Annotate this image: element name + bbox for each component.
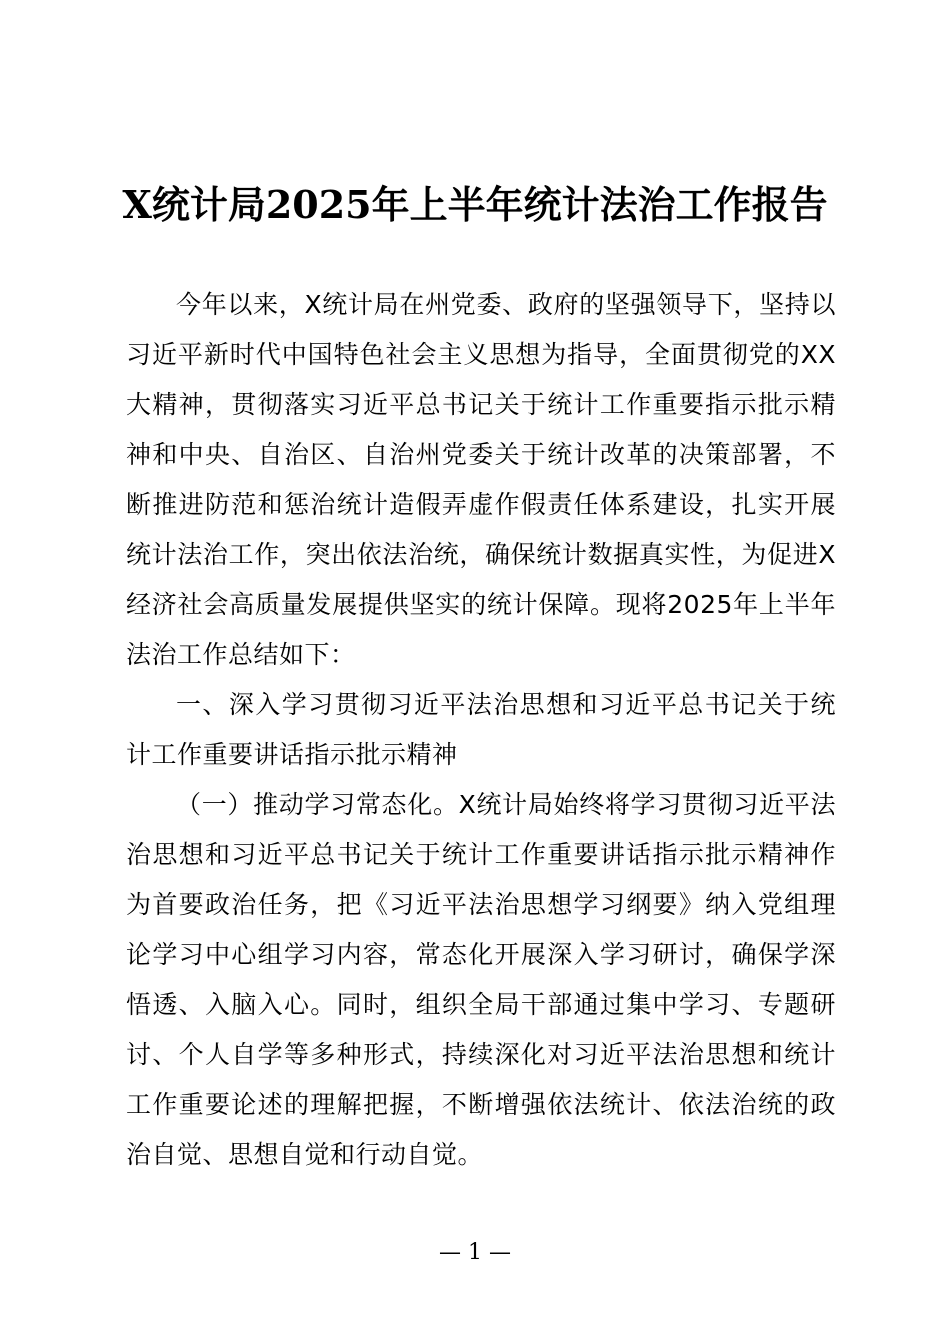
document-title: X统计局2025年上半年统计法治工作报告 <box>122 182 828 227</box>
page-number: — 1 — <box>439 1240 511 1265</box>
paragraph-subsection-1: （一）推动学习常态化。X统计局始终将学习贯彻习近平法治思想和习近平总书记关于统计工作重要讲话指示批示精神作为首要政治任务，把《习近平法治思想学习纲要》纳入党组理论学习中心组学习内容，常态化开展深入学习研讨，确保学深悟透、入脑入心。同时，组织全局干部通过集中学习、专题研讨、个人自学等多种形式，持续深化对习近平法治思想和统计工作重要论述的理解把握，不断增强依法统计、依法治统的政治自觉、思想自觉和行动自觉。 <box>126 790 836 1169</box>
paragraph-intro: 今年以来，X统计局在州党委、政府的坚强领导下，坚持以习近平新时代中国特色社会主义思想为指导，全面贯彻党的XX大精神，贯彻落实习近平总书记关于统计工作重要指示批示精神和中央、自治区、自治州党委关于统计改革的决策部署，不断推进防范和惩治统计造假弄虚作假责任体系建设，扎实开展统计法治工作，突出依法治统，确保统计数据真实性，为促进X经济社会高质量发展提供坚实的统计保障。现将2025年上半年法治工作总结如下： <box>126 290 836 669</box>
section-heading-1: 一、深入学习贯彻习近平法治思想和习近平总书记关于统计工作重要讲话指示批示精神 <box>126 690 836 769</box>
